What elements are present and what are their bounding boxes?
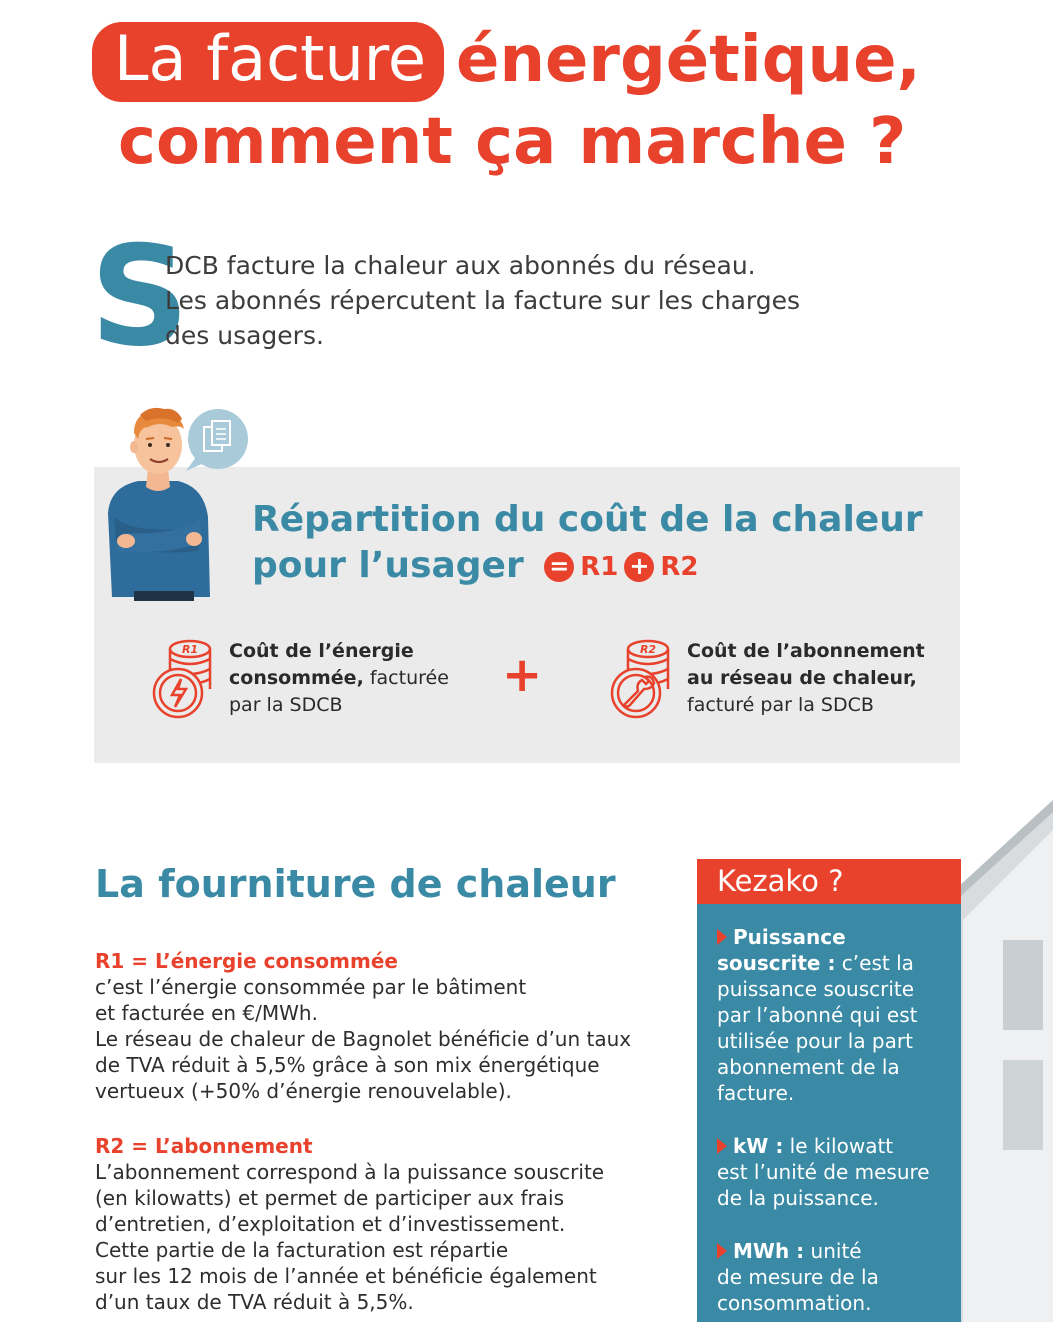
definition: puissance souscrite: [717, 977, 915, 1001]
definition: consommation.: [717, 1291, 872, 1315]
definition: par l’abonné qui est: [717, 1003, 918, 1027]
cost-subscription-text: [687, 638, 925, 719]
intro-line: DCB facture la chaleur aux abonnés du réseau.: [165, 251, 756, 280]
intro-line: Les abonnés répercutent la facture sur les charges: [165, 286, 801, 315]
cost-energy-text: [229, 638, 449, 719]
plus-symbol: +: [624, 552, 654, 582]
term: kW :: [733, 1134, 784, 1158]
cost1-bold2: consommée,: [229, 667, 364, 689]
wrench-coin-icon: [608, 637, 674, 721]
term: Puissance: [733, 925, 846, 949]
equals-symbol: =: [544, 552, 574, 582]
title-highlight: La facture: [92, 22, 444, 102]
definition: abonnement de la: [717, 1055, 900, 1079]
bullet-arrow-icon: [717, 1243, 727, 1259]
r1-label: R1: [580, 552, 619, 582]
term: MWh :: [733, 1239, 805, 1263]
r2-line: d’entretien, d’exploitation et d’investissement.: [95, 1212, 566, 1236]
r1-line: c’est l’énergie consommée par le bâtiment: [95, 975, 527, 999]
page-title-line1: [92, 22, 921, 104]
repartition-title: [252, 497, 923, 590]
r2-line: L’abonnement correspond à la puissance souscrite: [95, 1160, 605, 1184]
intro-line: des usagers.: [165, 321, 324, 350]
repartition-title-line1: Répartition du coût de la chaleur: [252, 499, 923, 540]
formula: [544, 544, 704, 590]
r1-line: de TVA réduit à 5,5% grâce à son mix énergétique: [95, 1053, 600, 1077]
bullet-arrow-icon: [717, 929, 727, 945]
intro-paragraph: [165, 248, 885, 353]
repartition-title-line2: pour l’usager: [252, 545, 524, 586]
definition: le kilowatt: [783, 1134, 894, 1158]
r1-line: et facturée en €/MWh.: [95, 1001, 318, 1025]
kezako-item-puissance: [717, 924, 951, 1106]
r2-line: (en kilowatts) et permet de participer aux frais: [95, 1186, 564, 1210]
definition: unité: [804, 1239, 862, 1263]
cost1-normal2: facturée: [363, 667, 449, 689]
r1-heading: R1 = L’énergie consommée: [95, 949, 398, 973]
cost1-normal3: par la SDCB: [229, 694, 343, 716]
cost2-normal3: facturé par la SDCB: [687, 694, 874, 716]
r2-label: R2: [660, 552, 699, 582]
energy-coin-icon: [150, 637, 216, 721]
r2-line: sur les 12 mois de l’année et bénéficie également: [95, 1264, 597, 1288]
cost1-bold1: Coût de l’énergie: [229, 640, 414, 662]
definition: de mesure de la: [717, 1265, 879, 1289]
kezako-item-kw: [717, 1133, 951, 1211]
plus-sign: +: [502, 647, 543, 703]
r2-heading: R2 = L’abonnement: [95, 1134, 313, 1158]
intro-dropcap: S: [90, 216, 190, 377]
cost2-bold1: Coût de l’abonnement: [687, 640, 925, 662]
section-title-fourniture: La fourniture de chaleur: [95, 862, 616, 906]
document-bubble-icon: [182, 407, 252, 477]
term: souscrite :: [717, 951, 836, 975]
page-title-line2: comment ça marche ?: [118, 105, 907, 179]
definition: utilisée pour la part: [717, 1029, 913, 1053]
r2-line: Cette partie de la facturation est répartie: [95, 1238, 509, 1262]
bullet-arrow-icon: [717, 1138, 727, 1154]
definition: est l’unité de mesure: [717, 1160, 930, 1184]
r1-line: vertueux (+50% d’énergie renouvelable).: [95, 1079, 512, 1103]
kezako-header: Kezako ?: [697, 859, 961, 904]
r2-paragraph: [95, 1159, 604, 1315]
definition: de la puissance.: [717, 1186, 879, 1210]
title-rest: énergétique,: [456, 23, 921, 97]
coin1-badge: R1: [181, 643, 199, 656]
repartition-title-line2-wrap: [252, 543, 923, 590]
r2-line: d’un taux de TVA réduit à 5,5%.: [95, 1290, 414, 1314]
kezako-panel: [697, 904, 961, 1322]
r1-line: Le réseau de chaleur de Bagnolet bénéficie d’un taux: [95, 1027, 632, 1051]
definition: c’est la: [835, 951, 914, 975]
definition: facture.: [717, 1081, 795, 1105]
coin2-badge: R2: [639, 643, 657, 656]
r1-paragraph: [95, 974, 631, 1104]
cost2-bold2: au réseau de chaleur,: [687, 667, 917, 689]
kezako-item-mwh: [717, 1238, 951, 1316]
